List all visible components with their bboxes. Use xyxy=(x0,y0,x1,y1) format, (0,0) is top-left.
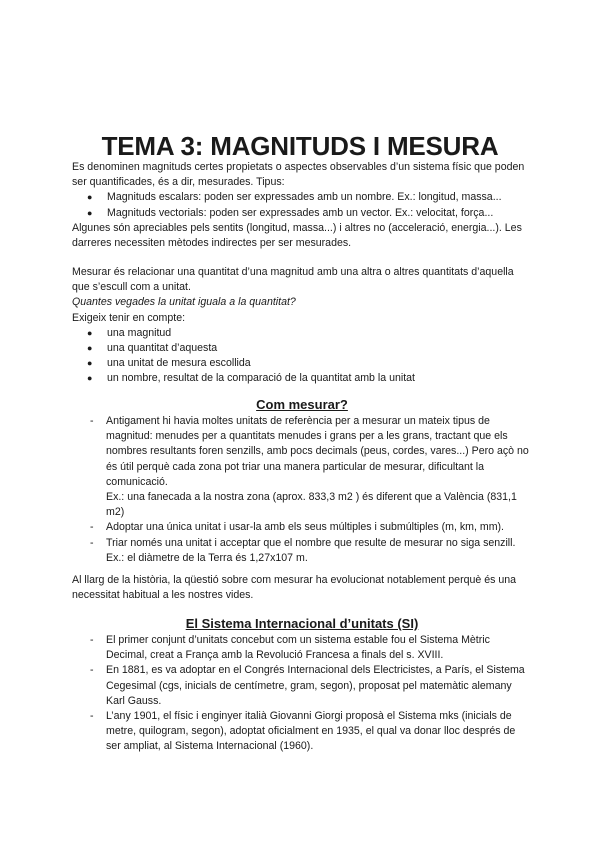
intro-paragraph: Es denominen magnituds certes propietats o aspectes observables d’un sistema físic que poden ser quantificades, és a dir, mesurades. Tipus: xyxy=(72,161,525,189)
measure-requires: Exigeix tenir en compte: xyxy=(72,311,186,324)
history-section xyxy=(72,573,532,603)
measure-paragraph: Mesurar és relacionar una quantitat d’una magnitud amb una altra o altres quantitats d’aquella que s’escull com a unitat. xyxy=(72,266,514,294)
intro-after-paragraph: Algunes són apreciables pels sentits (longitud, massa...) i altres no (acceleració, energia...). Les darreres necessiten mètodes indirectes per ser mesurades. xyxy=(72,221,522,250)
si-list xyxy=(72,633,532,755)
intro-section xyxy=(72,160,532,251)
how-list xyxy=(72,414,532,566)
page-title: TEMA 3: MAGNITUDS I MESURA xyxy=(101,131,499,162)
measure-question: Quantes vegades la unitat iguala a la quantitat? xyxy=(72,296,296,309)
how-item-1-example: Ex.: una fanecada a la nostra zona (aprox. 833,3 m2 ) és diferent que a València (831,1 m2) xyxy=(106,491,517,519)
list-item: ● una unitat de mesura escollida xyxy=(72,356,532,371)
how-item-1-text: Antigament hi havia moltes unitats de referència per a mesurar un mateix tipus de magnitud: menudes per a quantitats menudes i grans per a les grans, tractant que els nombres resultants foren senzills, amb pocs decimals (peus, cordes, vares...) Pero açò no és útil perquè cada zona pot triar una manera particular de mesurar, dificultant la comunicació. xyxy=(106,415,529,488)
list-item: ● una magnitud xyxy=(72,326,532,341)
list-item xyxy=(72,414,532,520)
measure-section xyxy=(72,265,532,387)
list-item: - Adoptar una única unitat i usar-la amb els seus múltiples i submúltiples (m, km, mm). xyxy=(72,520,532,535)
list-item: ● una quantitat d’aquesta xyxy=(72,341,532,356)
how-heading: Com mesurar? xyxy=(256,397,348,412)
list-item: ● Magnituds escalars: poden ser expressades amb un nombre. Ex.: longitud, massa... xyxy=(72,190,532,205)
si-heading: El Sistema Internacional d’unitats (SI) xyxy=(185,616,419,631)
magnitude-types-list xyxy=(72,190,532,220)
requirements-list xyxy=(72,326,532,387)
list-item: - En 1881, es va adoptar en el Congrés Internacional dels Electricistes, a París, el Sistema Cegesimal (cgs, inicials de centímetre, gram, segon), proposat pel matemàtic alemany Karl Gauss. xyxy=(72,663,532,709)
history-paragraph: Al llarg de la història, la qüestió sobre com mesurar ha evolucionat notablement perquè és una necessitat habitual a les nostres vides. xyxy=(72,574,517,602)
how-to-measure-section xyxy=(72,396,532,566)
si-section xyxy=(72,615,532,755)
list-item: - El primer conjunt d’unitats concebut com un sistema estable fou el Sistema Mètric Decimal, creat a França amb la Revolució Francesa a finals del s. XVIII. xyxy=(72,633,532,663)
list-item: - L’any 1901, el físic i enginyer italià Giovanni Giorgi proposà el Sistema mks (inicials de metre, quilogram, segon), adoptat oficialment en 1935, el qual va donar lloc després de ser ampliat, al Sistema Internacional (1960). xyxy=(72,709,532,755)
list-item: ● Magnituds vectorials: poden ser expressades amb un vector. Ex.: velocitat, força... xyxy=(72,206,532,221)
list-item: - Triar només una unitat i acceptar que el nombre que resulte de mesurar no siga senzill. Ex.: el diàmetre de la Terra és 1,27x107 m. xyxy=(72,536,532,566)
list-item: ● un nombre, resultat de la comparació de la quantitat amb la unitat xyxy=(72,371,532,386)
